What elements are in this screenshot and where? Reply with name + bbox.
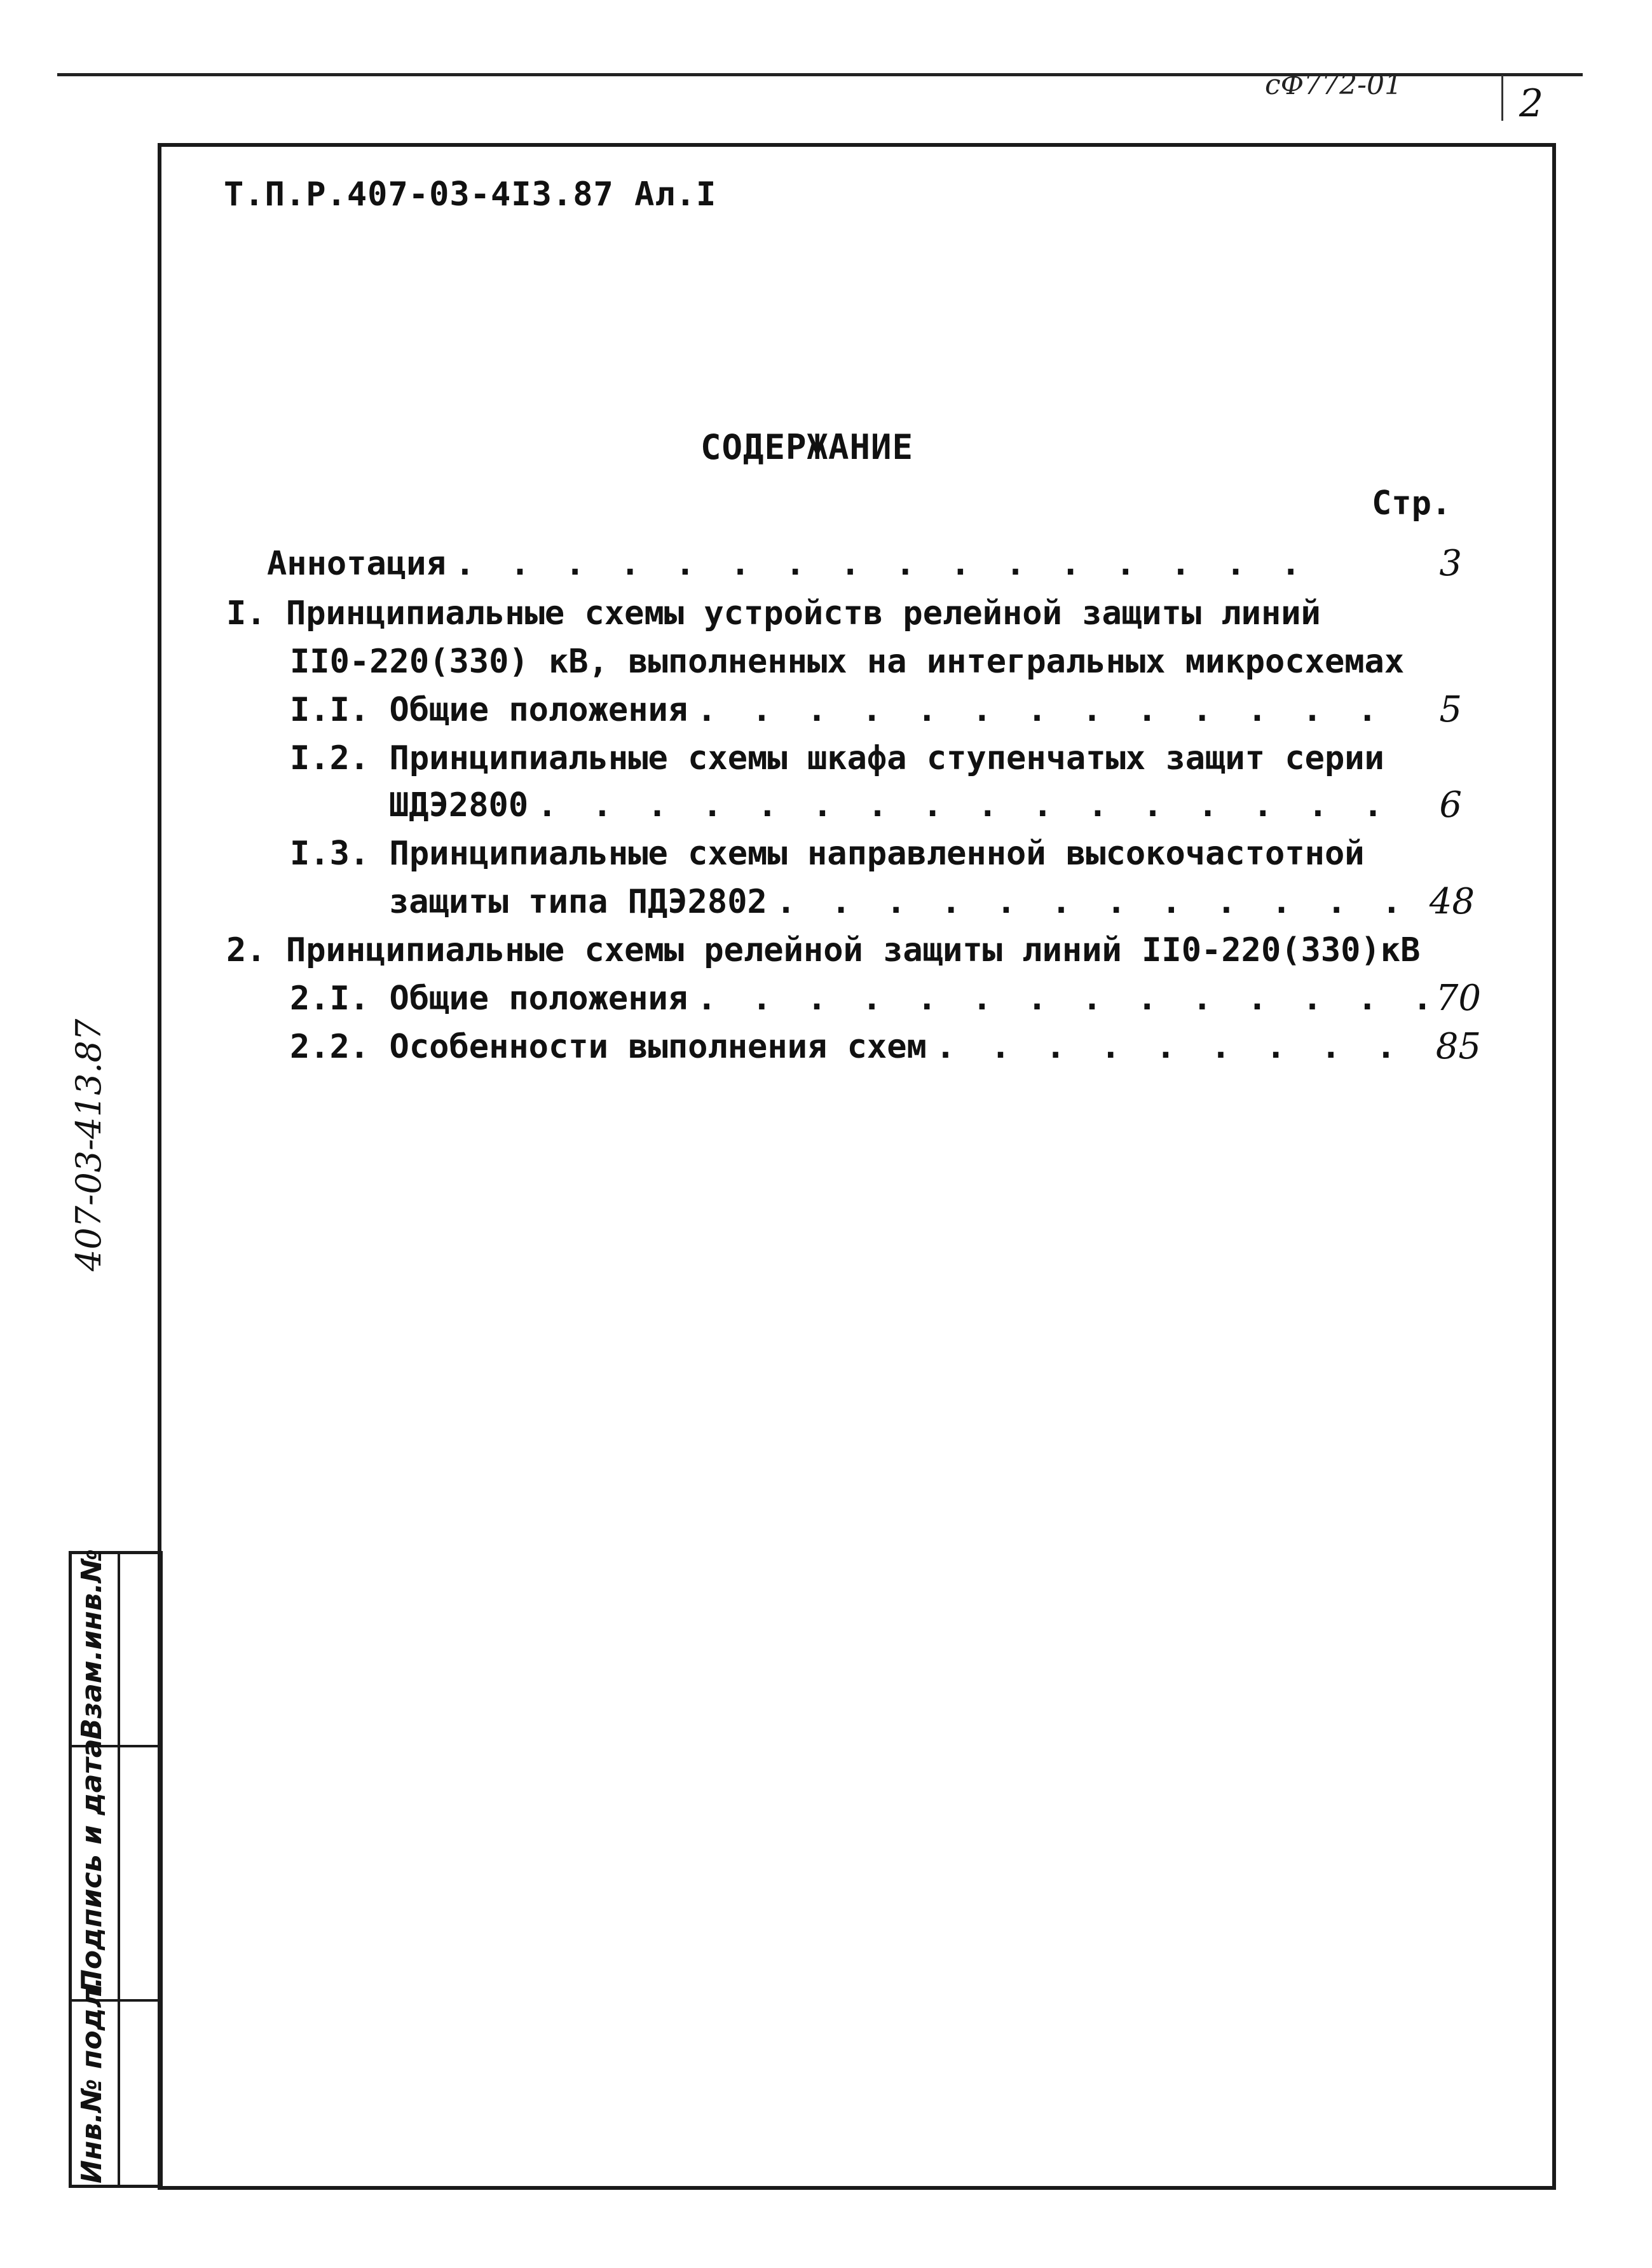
toc-entry-1-1 xyxy=(290,688,1396,732)
toc-section-2: 2. Принципиальные схемы релейной защиты линий II0-220(330)кВ xyxy=(226,931,1421,969)
toc-title: СОДЕРЖАНИЕ xyxy=(700,427,914,467)
toc-entry-1-3-line-2 xyxy=(389,880,1396,924)
stamp-label-signature-date: Подпись и дата xyxy=(76,1739,108,1993)
toc-entry-text: защиты типа ПДЭ2802 xyxy=(389,883,767,921)
toc-entry-text: Аннотация xyxy=(267,545,446,583)
stamp-label-inventory-number: Инв.№ подл. xyxy=(76,1976,108,2183)
toc-entry-1-2-line-1: I.2. Принципиальные схемы шкафа ступенчатых защит серии xyxy=(290,739,1384,777)
toc-entry-1-3-line-1: I.3. Принципиальные схемы направленной высокочастотной xyxy=(290,835,1365,873)
stamp-label-replacement-inventory: Взам.инв.№ xyxy=(76,1548,108,1740)
corner-archive-code: сФ772-01 xyxy=(1265,69,1403,101)
toc-entry-text: 2.I. Общие положения xyxy=(290,980,688,1018)
stamp-column-divider xyxy=(118,1554,120,2185)
toc-entry-text: ШДЭ2800 xyxy=(389,786,529,824)
toc-leader-dots xyxy=(927,1025,1434,1069)
toc-entry-page: 48 xyxy=(1429,881,1475,922)
toc-section-1-line-2: II0-220(330) кВ, выполненных на интегральных микросхемах xyxy=(290,643,1405,681)
toc-entry-text: I.I. Общие положения xyxy=(290,691,688,729)
toc-entry-2-1 xyxy=(290,976,1434,1021)
document-code: Т.П.Р.407-03-4I3.87 Ал.I xyxy=(224,175,717,214)
toc-entry-2-2 xyxy=(290,1025,1434,1069)
toc-entry-1-2-line-2 xyxy=(389,783,1396,828)
page-column-label: Стр. xyxy=(1372,484,1452,523)
toc-entry-page: 85 xyxy=(1435,1026,1481,1067)
toc-leader-dots xyxy=(688,688,1396,732)
toc-leader-dots xyxy=(528,783,1396,828)
toc-entry-annotation xyxy=(267,542,1322,586)
page-number: 2 xyxy=(1519,81,1544,126)
toc-leader-dots xyxy=(688,976,1434,1021)
toc-leader-dots xyxy=(446,542,1322,586)
toc-entry-page: 3 xyxy=(1439,543,1462,584)
toc-entry-page: 70 xyxy=(1435,978,1481,1019)
toc-leader-dots xyxy=(767,880,1396,924)
margin-stamp xyxy=(69,1548,163,2188)
toc-entry-page: 6 xyxy=(1439,784,1462,826)
toc-section-1-line-1: I. Принципиальные схемы устройств релейной защиты линий xyxy=(226,594,1321,632)
toc-entry-page: 5 xyxy=(1439,689,1462,730)
toc-entry-text: 2.2. Особенности выполнения схем xyxy=(290,1028,927,1066)
side-document-code: 407-03-413.87 xyxy=(69,1018,109,1271)
